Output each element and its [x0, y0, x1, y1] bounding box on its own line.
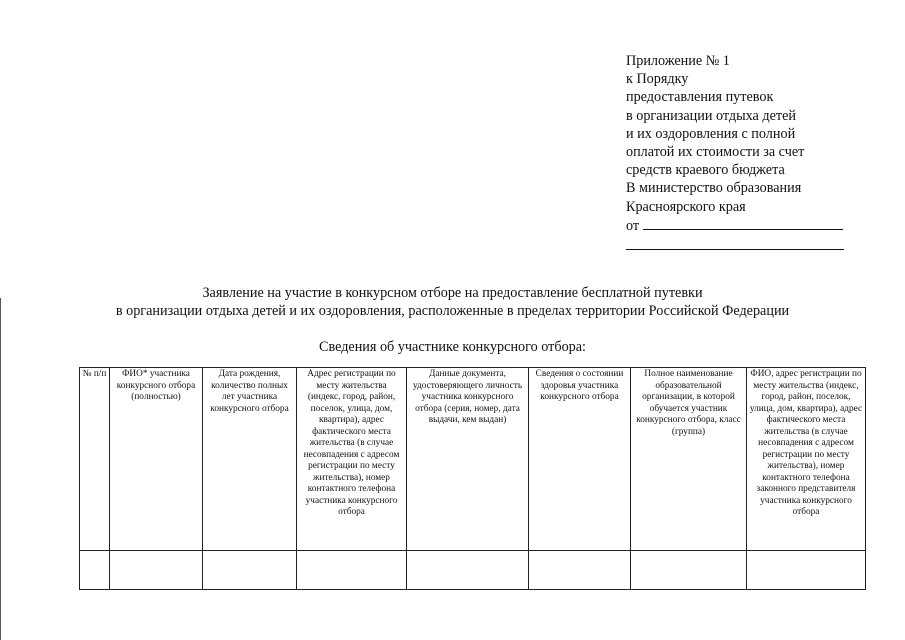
from-blank-line-2 — [626, 235, 844, 250]
col-header-health: Сведения о состоянии здоровья участника конкурсного отбора — [529, 368, 631, 551]
from-field — [626, 216, 896, 235]
col-header-number: № п/п — [80, 368, 110, 551]
document-title — [0, 285, 905, 320]
title-line-2: в организации отдыха детей и их оздоровления, расположенные в пределах территории Российской Федерации — [115, 302, 790, 319]
col-header-address: Адрес регистрации по месту жительства (индекс, город, район, поселок, улица, дом, квартира), адрес фактического места жительства (в случае несовпадения с адресом регистрации по месту жительства), номер контактного телефона участника конкурсного отбора — [297, 368, 407, 551]
table-cell-number[interactable] — [80, 551, 110, 590]
participant-info-table — [79, 367, 866, 590]
appendix-line: Приложение № 1 — [626, 53, 730, 69]
from-blank-line — [643, 216, 843, 230]
appendix-line: оплатой их стоимости за счет — [626, 144, 805, 161]
appendix-line: В министерство образования — [626, 180, 802, 197]
table-row — [80, 551, 866, 590]
section-subtitle: Сведения об участнике конкурсного отбора: — [319, 339, 586, 355]
appendix-line: к Порядку — [626, 71, 689, 88]
col-header-school: Полное наименование образовательной организации, в которой обучается участник конкурсного отбора, класс (группа) — [631, 368, 747, 551]
appendix-line: в организации отдыха детей — [626, 107, 796, 124]
table-cell-id-document[interactable] — [407, 551, 529, 590]
table-cell-health[interactable] — [529, 551, 631, 590]
col-header-id-document: Данные документа, удостоверяющего личность участника конкурсного отбора (серия, номер, дата выдачи, кем выдан) — [407, 368, 529, 551]
table-cell-address[interactable] — [297, 551, 407, 590]
col-header-guardian: ФИО, адрес регистрации по месту жительства (индекс, город, район, поселок, улица, дом, квартира), адрес фактического места жительства (в случае несовпадения с адресом регистрации по месту жительства), номер контактного телефона законного представителя участника конкурсного отбора — [747, 368, 866, 551]
table-cell-school[interactable] — [631, 551, 747, 590]
appendix-block — [626, 52, 896, 250]
appendix-line: предоставления путевок — [626, 89, 774, 106]
col-header-birth-date: Дата рождения, количество полных лет участника конкурсного отбора — [203, 368, 297, 551]
table-cell-birth-date[interactable] — [203, 551, 297, 590]
appendix-line: средств краевого бюджета — [626, 162, 785, 179]
col-header-participant-name: ФИО* участника конкурсного отбора (полностью) — [110, 368, 203, 551]
from-label: от — [626, 217, 640, 234]
title-line-1: Заявление на участие в конкурсном отборе на предоставление бесплатной путевки — [202, 285, 703, 301]
appendix-line: Красноярского края — [626, 198, 746, 215]
table-header-row — [80, 368, 866, 551]
table-cell-participant-name[interactable] — [110, 551, 203, 590]
table-cell-guardian[interactable] — [747, 551, 866, 590]
appendix-line: и их оздоровления с полной — [626, 125, 796, 142]
